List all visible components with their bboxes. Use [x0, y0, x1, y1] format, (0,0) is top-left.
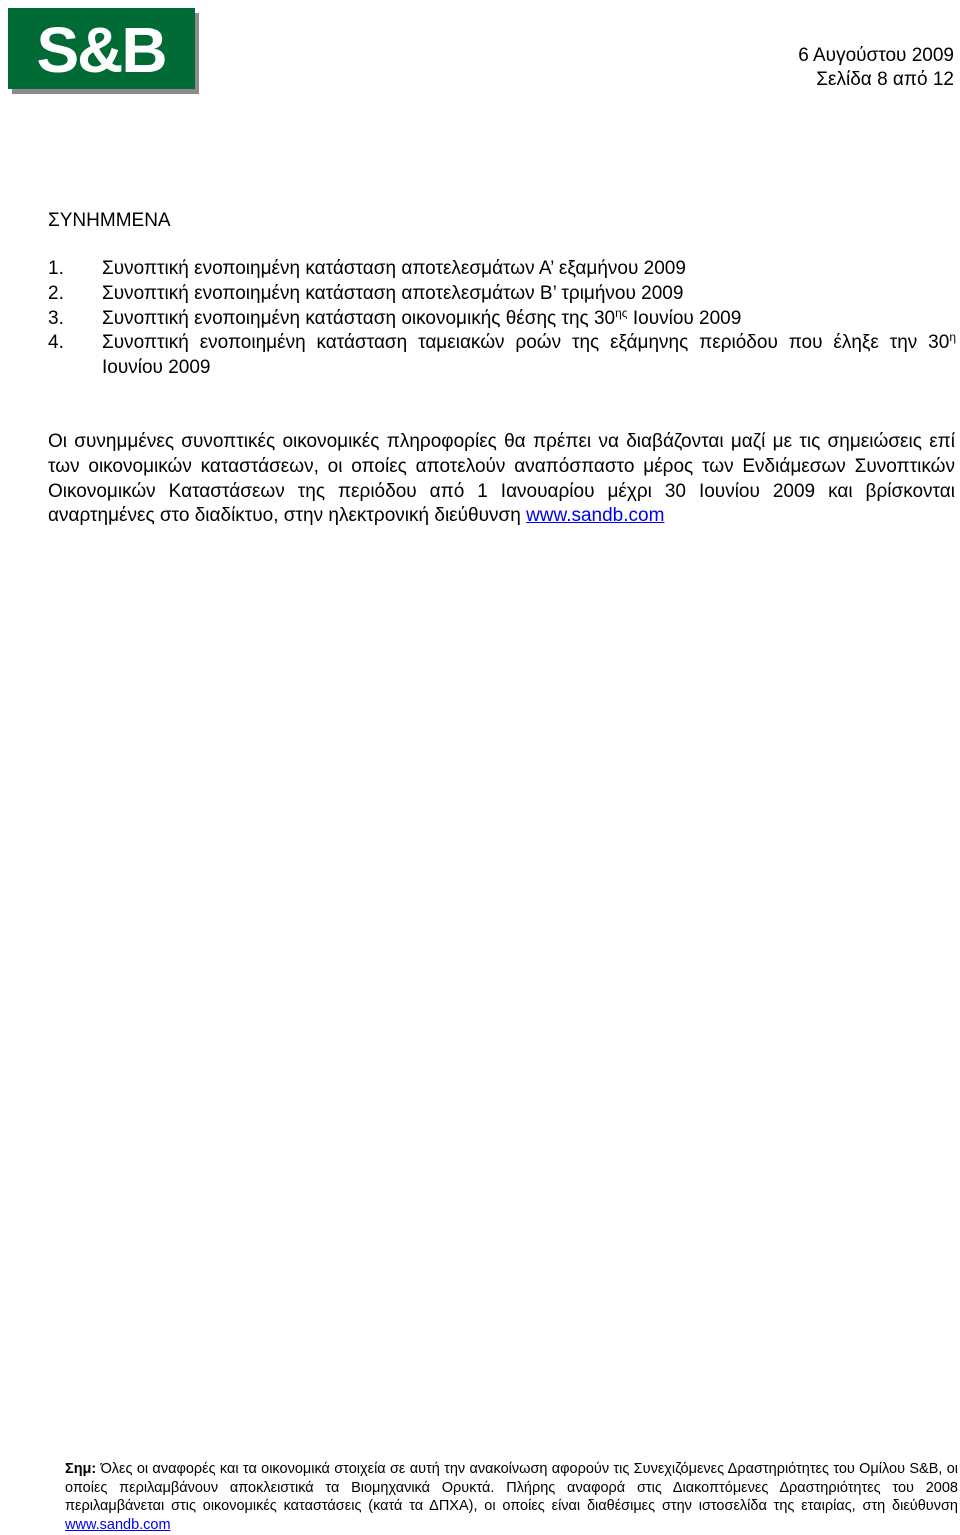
attachments-list: [48, 257, 956, 381]
page-number: Σελίδα 8 από 12: [816, 69, 954, 90]
body-paragraph: [48, 430, 955, 529]
list-item: [48, 257, 956, 282]
footer-website-link[interactable]: www.sandb.com: [65, 1516, 171, 1533]
footer-note-text: Όλες οι αναφορές και τα οικονομικά στοιχεία σε αυτή την ανακοίνωση αφορούν τις Συνεχιζόμενες Δραστηριότητες του Ομίλου S&B, οι οποίες περιλαμβάνουν αποκλειστικά τα Βιομηχανικά Ορυκτά. Πλήρης αναφορά στις Διακοπτόμενες Δραστηριότητες του 2008 περιλαμβάνεται στις οικονομικές καταστάσεις (κατά τα ΔΠΧΑ), οι οποίες είναι διαθέσιμες στην ιστοσελίδα της εταιρίας, στη διεύθυνση: [65, 1461, 958, 1515]
ordinal-superscript: ης: [615, 305, 628, 320]
footer-note: [65, 1460, 958, 1534]
list-item-number: 2.: [48, 282, 64, 304]
list-item-text-end: Ιουνίου 2009: [627, 307, 742, 329]
ordinal-superscript: η: [949, 330, 956, 345]
list-item-text: Συνοπτική ενοποιημένη κατάσταση αποτελεσμάτων Α’ εξαμήνου 2009: [102, 258, 686, 279]
website-link[interactable]: www.sandb.com: [526, 505, 665, 527]
list-item-text: Συνοπτική ενοποιημένη κατάσταση ταμειακών ροών της εξάμηνης περιόδου που έληξε την 30: [102, 332, 950, 354]
list-item-number: 4.: [48, 332, 64, 354]
document-header-meta: [798, 44, 954, 92]
list-item-text: Συνοπτική ενοποιημένη κατάσταση οικονομικής θέσης της 30: [102, 307, 616, 329]
list-item-number: 3.: [48, 307, 64, 329]
list-item-text: Συνοπτική ενοποιημένη κατάσταση αποτελεσμάτων Β’ τριμήνου 2009: [102, 282, 684, 304]
list-item-text-end: Ιουνίου 2009: [102, 357, 211, 379]
list-item-number: 1.: [48, 258, 64, 279]
list-item: [48, 282, 956, 307]
footer-note-label: Σημ:: [65, 1461, 97, 1477]
document-date: 6 Αυγούστου 2009: [798, 45, 954, 66]
body-paragraph-text: Οι συνημμένες συνοπτικές οικονομικές πληροφορίες θα πρέπει να διαβάζονται μαζί με τις σημειώσεις επί των οικονομικών καταστάσεων, οι οποίες αποτελούν αναπόσπαστο μέρος των Ενδιάμεσων Συνοπτικών Οικονομικών Καταστάσεων της περιόδου από 1 Ιανουαρίου μέχρι 30 Ιουνίου 2009 και βρίσκονται αναρτημένες στο διαδίκτυο, στην ηλεκτρονική διεύθυνση: [48, 431, 955, 527]
section-title: ΣΥΝΗΜΜΕΝΑ: [48, 210, 171, 231]
list-item: [48, 331, 956, 381]
logo-text: S&B: [36, 14, 166, 86]
sandb-logo-graphic: [8, 8, 199, 94]
list-item: [48, 307, 956, 332]
company-logo: [8, 8, 199, 94]
